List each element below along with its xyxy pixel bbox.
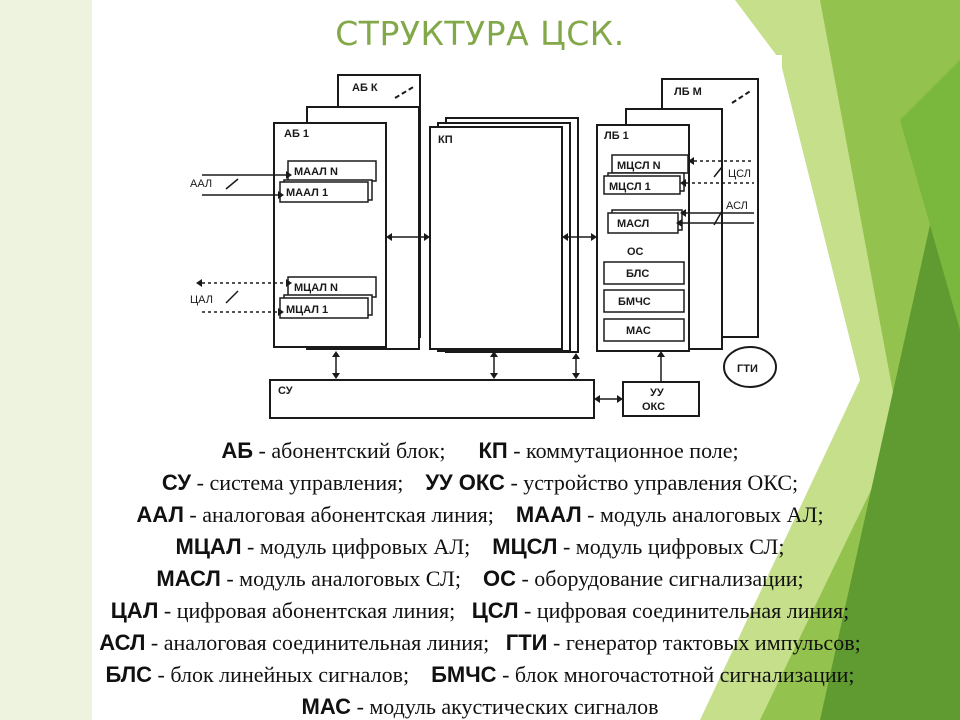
legend-desc: - модуль акустических сигналов: [351, 694, 659, 719]
legend-row: [0, 502, 960, 528]
legend-row: [0, 598, 960, 624]
legend-desc: - цифровая абонентская линия;: [158, 598, 456, 623]
mcal-1-label: МЦАЛ 1: [286, 304, 329, 316]
legend-abbr: ОС: [482, 566, 516, 591]
legend-row: [0, 662, 960, 688]
asl-label: АСЛ: [726, 200, 748, 212]
oks-label: ОКС: [642, 401, 666, 413]
bmchs-label: БМЧС: [618, 296, 651, 308]
legend-desc: - блок линейных сигналов;: [152, 662, 410, 687]
legend-abbr: АБ: [221, 438, 254, 463]
cal-label: ЦАЛ: [190, 294, 213, 306]
mas-label: МАС: [626, 325, 651, 337]
legend-abbr: МААЛ: [515, 502, 582, 527]
kp-su-arrow-down: [490, 373, 498, 379]
cal-slash: [226, 291, 238, 303]
legend-abbr: УУ ОКС: [425, 470, 505, 495]
legend-desc: - модуль цифровых СЛ;: [557, 534, 785, 559]
legend-abbr: ААЛ: [136, 502, 184, 527]
lb-1-label: ЛБ 1: [604, 130, 629, 142]
legend-desc: - коммутационное поле;: [507, 438, 739, 463]
slide-title: СТРУКТУРА ЦСК.: [335, 14, 625, 53]
maal-1-label: МААЛ 1: [286, 187, 329, 199]
legend-abbr: КП: [478, 438, 508, 463]
lb-su-arrow-up: [572, 353, 580, 359]
aal-label: ААЛ: [190, 178, 213, 190]
legend-abbr: СУ: [161, 470, 192, 495]
ab-su-arrow-up: [332, 351, 340, 357]
legend-abbr: БЛС: [105, 662, 153, 687]
legend-row: [0, 694, 960, 720]
legend-abbr: ЦАЛ: [110, 598, 159, 623]
aal-slash: [226, 179, 238, 189]
cal-arrow-left: [196, 279, 202, 287]
legend-desc: - система управления;: [191, 470, 404, 495]
legend-abbr: ГТИ: [505, 630, 548, 655]
legend-desc: - блок многочастотной сигнализации;: [496, 662, 855, 687]
legend-row: [0, 566, 960, 592]
legend-desc: - генератор тактовых импульсов;: [547, 630, 861, 655]
legend-desc: - устройство управления ОКС;: [504, 470, 799, 495]
legend-desc: - аналоговая соединительная линия;: [145, 630, 490, 655]
legend-abbr: МЦАЛ: [175, 534, 242, 559]
csk-structure-diagram: [180, 55, 782, 430]
legend-desc: - оборудование сигнализации;: [515, 566, 804, 591]
bls-label: БЛС: [626, 268, 650, 280]
mcal-n-label: МЦАЛ N: [294, 282, 338, 294]
legend-row: [0, 630, 960, 656]
legend-abbr: МЦСЛ: [492, 534, 558, 559]
su-block: [270, 380, 594, 418]
masl-label: МАСЛ: [617, 218, 650, 230]
os-label: ОС: [627, 246, 644, 258]
gti-label: ГТИ: [737, 363, 758, 375]
legend-abbr: МАС: [301, 694, 352, 719]
legend-abbr: БМЧС: [431, 662, 497, 687]
lb-m-label: ЛБ М: [674, 86, 702, 98]
lb-su-arrow-down: [572, 373, 580, 379]
ab-su-arrow-down: [332, 373, 340, 379]
su-label: СУ: [278, 385, 293, 397]
legend-desc: - цифровая соединительная линия;: [518, 598, 850, 623]
legend-desc: - аналоговая абонентская линия;: [183, 502, 494, 527]
legend-desc: - абонентский блок;: [253, 438, 446, 463]
csl-label: ЦСЛ: [728, 168, 751, 180]
legend-abbr: АСЛ: [99, 630, 146, 655]
maal-n-label: МААЛ N: [294, 166, 338, 178]
kp-block: [430, 127, 562, 349]
legend-row: [0, 534, 960, 560]
ab-k-label: АБ К: [352, 82, 378, 94]
legend-row: [0, 438, 960, 464]
kp-label: КП: [438, 134, 453, 146]
legend-row: [0, 470, 960, 496]
uu-label: УУ: [650, 387, 664, 399]
legend-abbr: ЦСЛ: [471, 598, 519, 623]
mcsl-n-label: МЦСЛ N: [617, 160, 661, 172]
legend-desc: - модуль аналоговых АЛ;: [581, 502, 824, 527]
mcsl-1-label: МЦСЛ 1: [609, 181, 651, 193]
legend-desc: - модуль аналоговых СЛ;: [220, 566, 461, 591]
legend-abbr: МАСЛ: [156, 566, 221, 591]
ab-1-label: АБ 1: [284, 128, 310, 140]
legend-desc: - модуль цифровых АЛ;: [241, 534, 471, 559]
